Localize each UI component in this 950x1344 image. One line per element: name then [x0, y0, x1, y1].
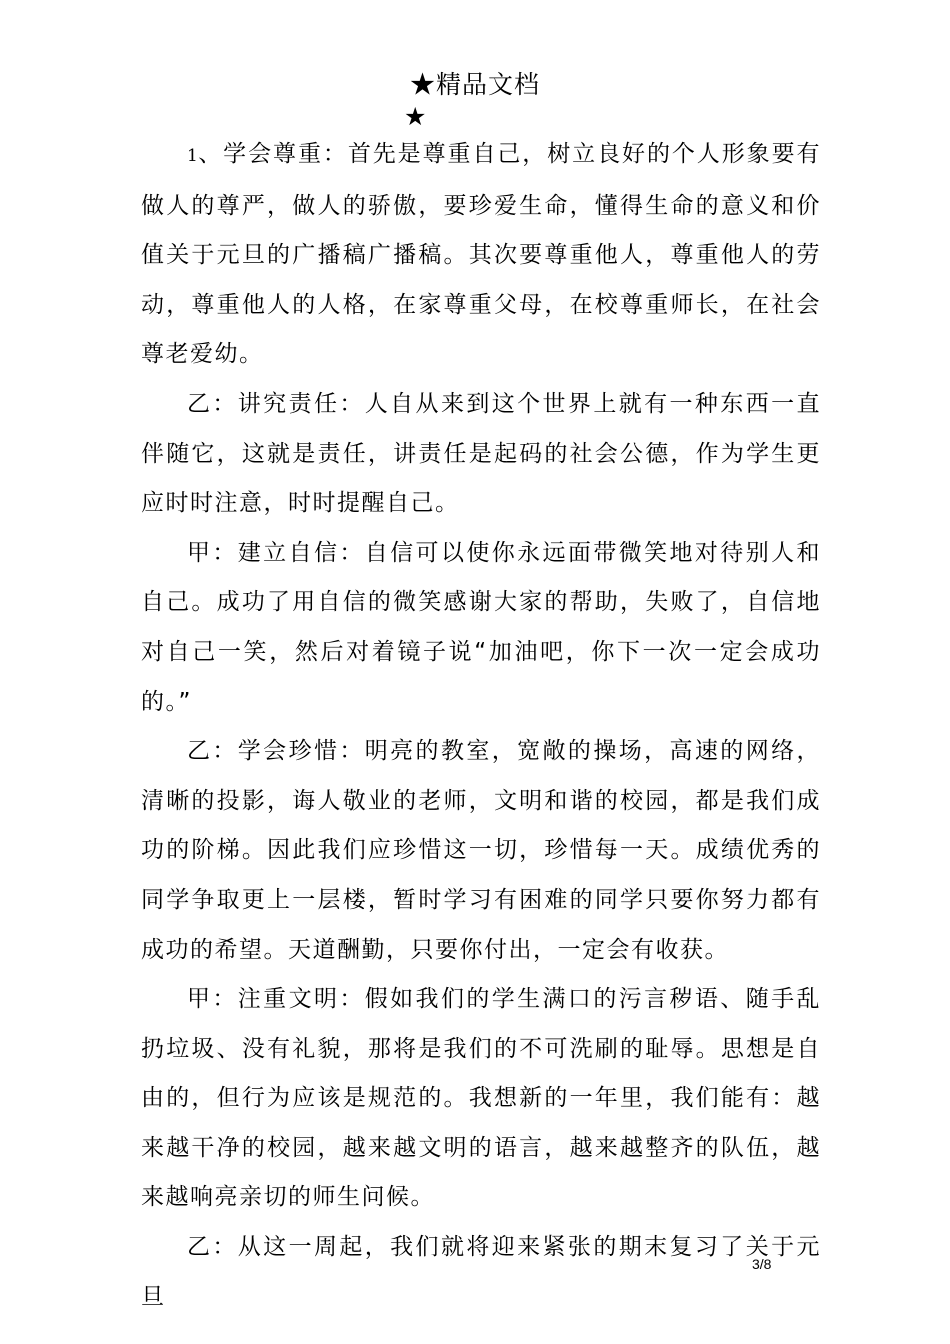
- paragraph-1: [141, 130, 821, 380]
- paragraph-text: 、学会尊重：首先是尊重自己，树立良好的个人形象要有做人的尊严，做人的骄傲，要珍爱生命，懂得生命的意义和价值关于元旦的广播稿广播稿。其次要尊重他人，尊重他人的劳动，尊重他人的人格，在家尊重父母，在校尊重师长，在社会尊老爱幼。: [141, 141, 821, 368]
- paragraph-4: 乙：学会珍惜：明亮的教室，宽敞的操场，高速的网络，清晰的投影，诲人敬业的老师，文明和谐的校园，都是我们成功的阶梯。因此我们应珍惜这一切，珍惜每一天。成绩优秀的同学争取更上一层楼，暂时学习有困难的同学只要你努力都有成功的希望。天道酬勤，只要你付出，一定会有收获。: [141, 738, 821, 963]
- paragraph-6: 乙：从这一周起，我们就将迎来紧张的期末复习了关于元旦: [141, 1234, 821, 1310]
- header-title: ★精品文档: [409, 70, 540, 99]
- paragraph-3: 甲：建立自信：自信可以使你永远面带微笑地对待别人和自己。成功了用自信的微笑感谢大家的帮助，失败了，自信地对自己一笑，然后对着镜子说“加油吧，你下一次一定会成功的。”: [141, 539, 821, 715]
- document-body: [141, 130, 821, 1322]
- paragraph-2: 乙：讲究责任：人自从来到这个世界上就有一种东西一直伴随它，这就是责任，讲责任是起码的社会公德，作为学生更应时时注意，时时提醒自己。: [141, 390, 821, 517]
- paragraph-number: 1: [187, 146, 198, 166]
- page-number: 3/8: [752, 1256, 772, 1272]
- star-icon: ★: [404, 102, 427, 131]
- paragraph-5: 甲：注重文明：假如我们的学生满口的污言秽语、随手乱扔垃圾、没有礼貌，那将是我们的不可洗刷的耻辱。思想是自由的，但行为应该是规范的。我想新的一年里，我们能有：越来越干净的校园，越来越文明的语言，越来越整齐的队伍，越来越响亮亲切的师生问候。: [141, 986, 821, 1211]
